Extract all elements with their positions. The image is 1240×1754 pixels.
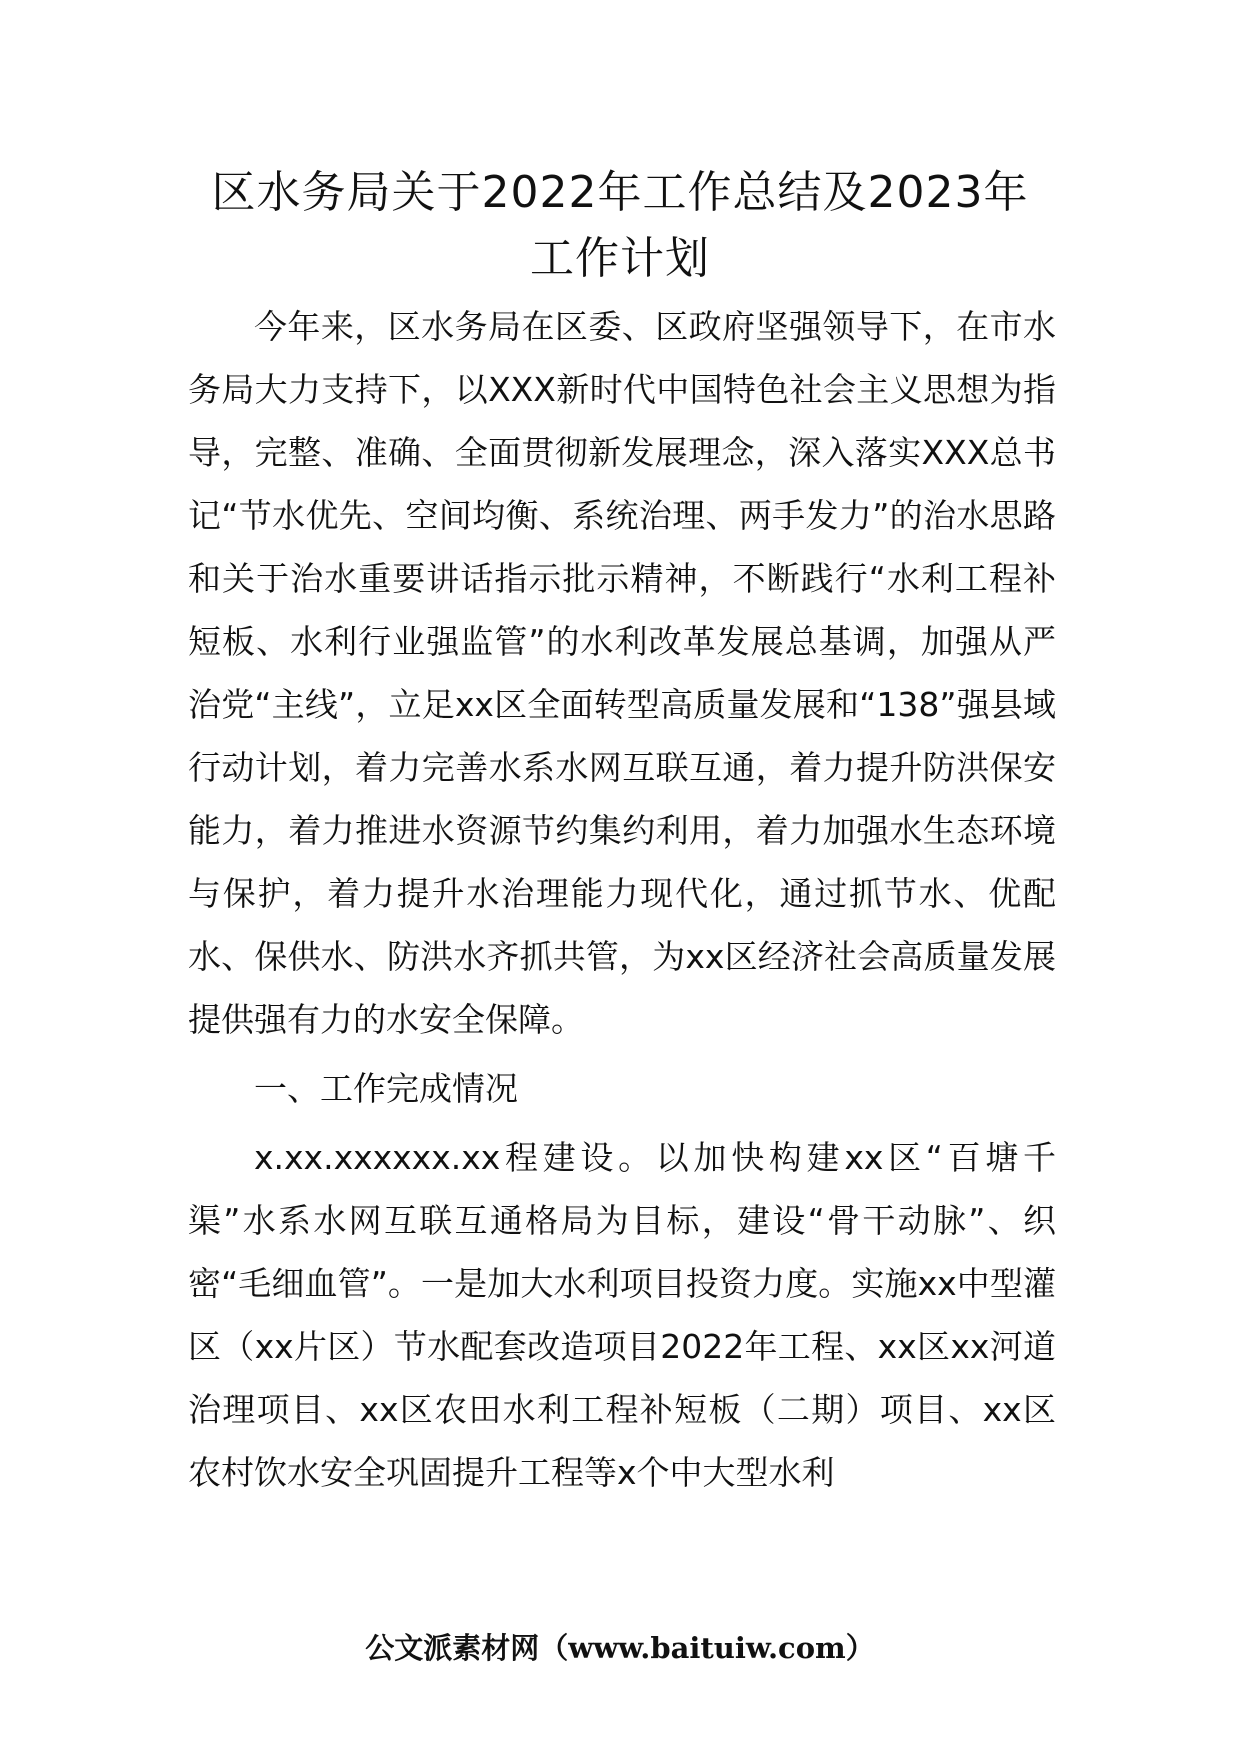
body-paragraph: x.xx.xxxxxx.xx程建设。以加快构建xx区“百塘千渠”水系水网互联互通格局为目标，建设“骨干动脉”、织密“毛细血管”。一是加大水利项目投资力度。实施xx中型灌区（xx片区）节水配套改造项目2022年工程、xx区xx河道治理项目、xx区农田水利工程补短板（二期）项目、xx区农村饮水安全巩固提升工程等x个中大型水利 xyxy=(188,1138,1056,1492)
source-watermark: 公文派素材网（www.baituiw.com） xyxy=(365,1631,875,1665)
intro-paragraph: 今年来，区水务局在区委、区政府坚强领导下，在市水务局大力支持下，以XXX新时代中国特色社会主义思想为指导，完整、准确、全面贯彻新发展理念，深入落实XXX总书记“节水优先、空间均衡、系统治理、两手发力”的治水思路和关于治水重要讲话指示批示精神，不断践行“水利工程补短板、水利行业强监管”的水利改革发展总基调，加强从严治党“主线”，立足xx区全面转型高质量发展和“138”强县域行动计划，着力完善水系水网互联互通，着力提升防洪保安能力，着力推进水资源节约集约利用，着力加强水生态环境与保护，着力提升水治理能力现代化，通过抓节水、优配水、保供水、防洪水齐抓共管，为xx区经济社会高质量发展提供强有力的水安全保障。 xyxy=(188,307,1056,1039)
title-line-2: 工作计划 xyxy=(530,233,710,284)
document-body xyxy=(188,295,1056,1504)
section-heading: 一、工作完成情况 xyxy=(254,1069,518,1108)
document-title xyxy=(150,160,1090,292)
title-line-1: 区水务局关于2022年工作总结及2023年 xyxy=(211,167,1029,218)
